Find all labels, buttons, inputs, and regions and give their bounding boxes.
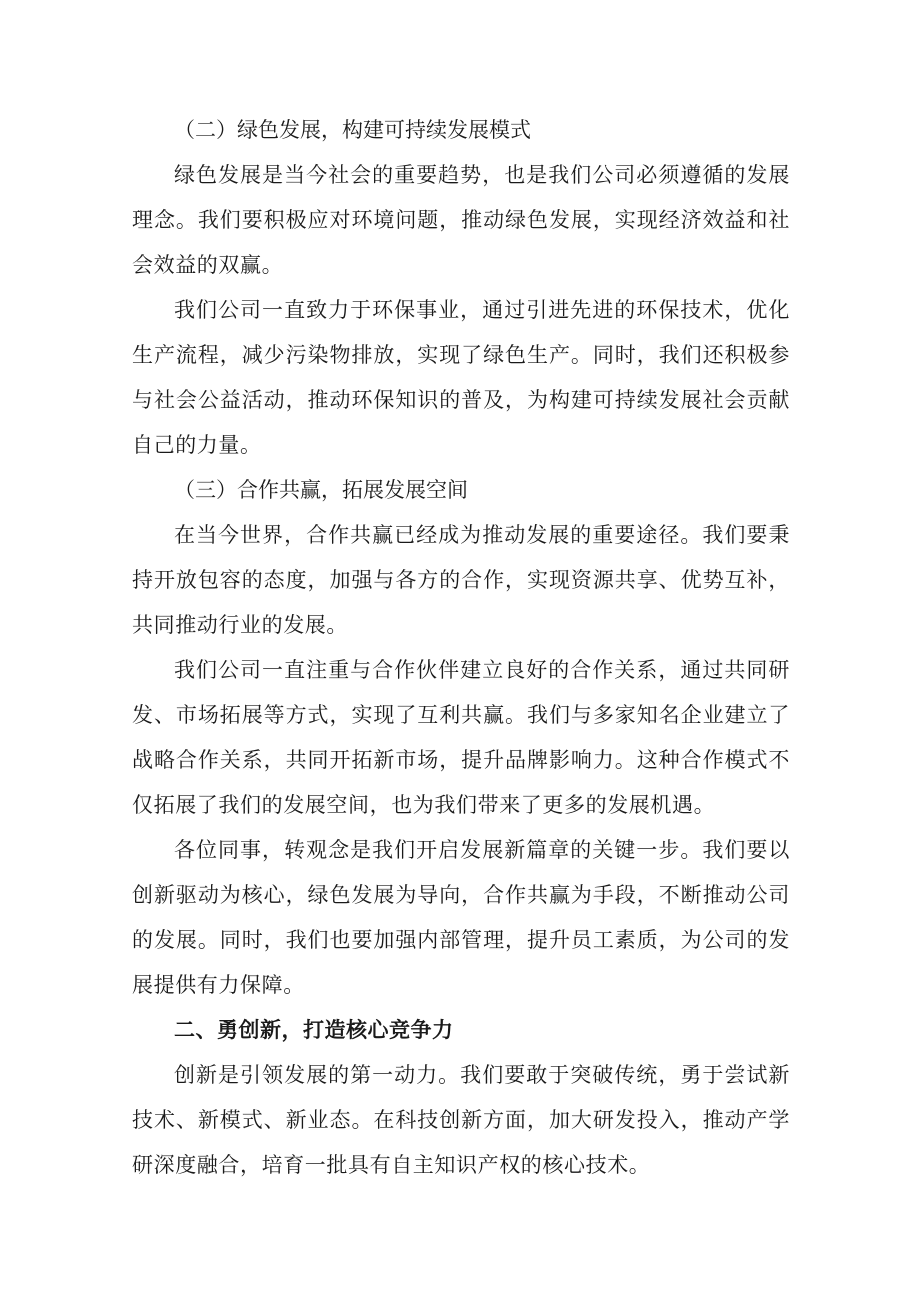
section-subheading-green-development: （二）绿色发展，构建可持续发展模式 <box>174 118 531 142</box>
paragraph: 我们公司一直致力于环保事业，通过引进先进的环保技术，优化生产流程，减少污染物排放，实现了绿色生产。同时，我们还积极参与社会公益活动，推动环保知识的普及，为构建可持续发展社会贡献自己的力量。 <box>132 298 790 457</box>
paragraph: 在当今世界，合作共赢已经成为推动发展的重要途径。我们要秉持开放包容的态度，加强与各方的合作，实现资源共享、优势互补，共同推动行业的发展。 <box>132 523 790 637</box>
section-subheading-cooperation: （三）合作共赢，拓展发展空间 <box>174 478 468 502</box>
paragraph: 创新是引领发展的第一动力。我们要敢于突破传统，勇于尝试新技术、新模式、新业态。在科技创新方面，加大研发投入，推动产学研深度融合，培育一批具有自主知识产权的核心技术。 <box>132 1063 790 1177</box>
section-heading-innovation: 二、勇创新，打造核心竞争力 <box>174 1018 454 1042</box>
paragraph: 我们公司一直注重与合作伙伴建立良好的合作关系，通过共同研发、市场拓展等方式，实现了互利共赢。我们与多家知名企业建立了战略合作关系，共同开拓新市场，提升品牌影响力。这种合作模式不仅拓展了我们的发展空间，也为我们带来了更多的发展机遇。 <box>132 658 790 817</box>
document-page <box>132 108 790 1188</box>
paragraph: 绿色发展是当今社会的重要趋势，也是我们公司必须遵循的发展理念。我们要积极应对环境问题，推动绿色发展，实现经济效益和社会效益的双赢。 <box>132 163 790 277</box>
paragraph: 各位同事，转观念是我们开启发展新篇章的关键一步。我们要以创新驱动为核心，绿色发展为导向，合作共赢为手段，不断推动公司的发展。同时，我们也要加强内部管理，提升员工素质，为公司的发展提供有力保障。 <box>132 838 790 997</box>
